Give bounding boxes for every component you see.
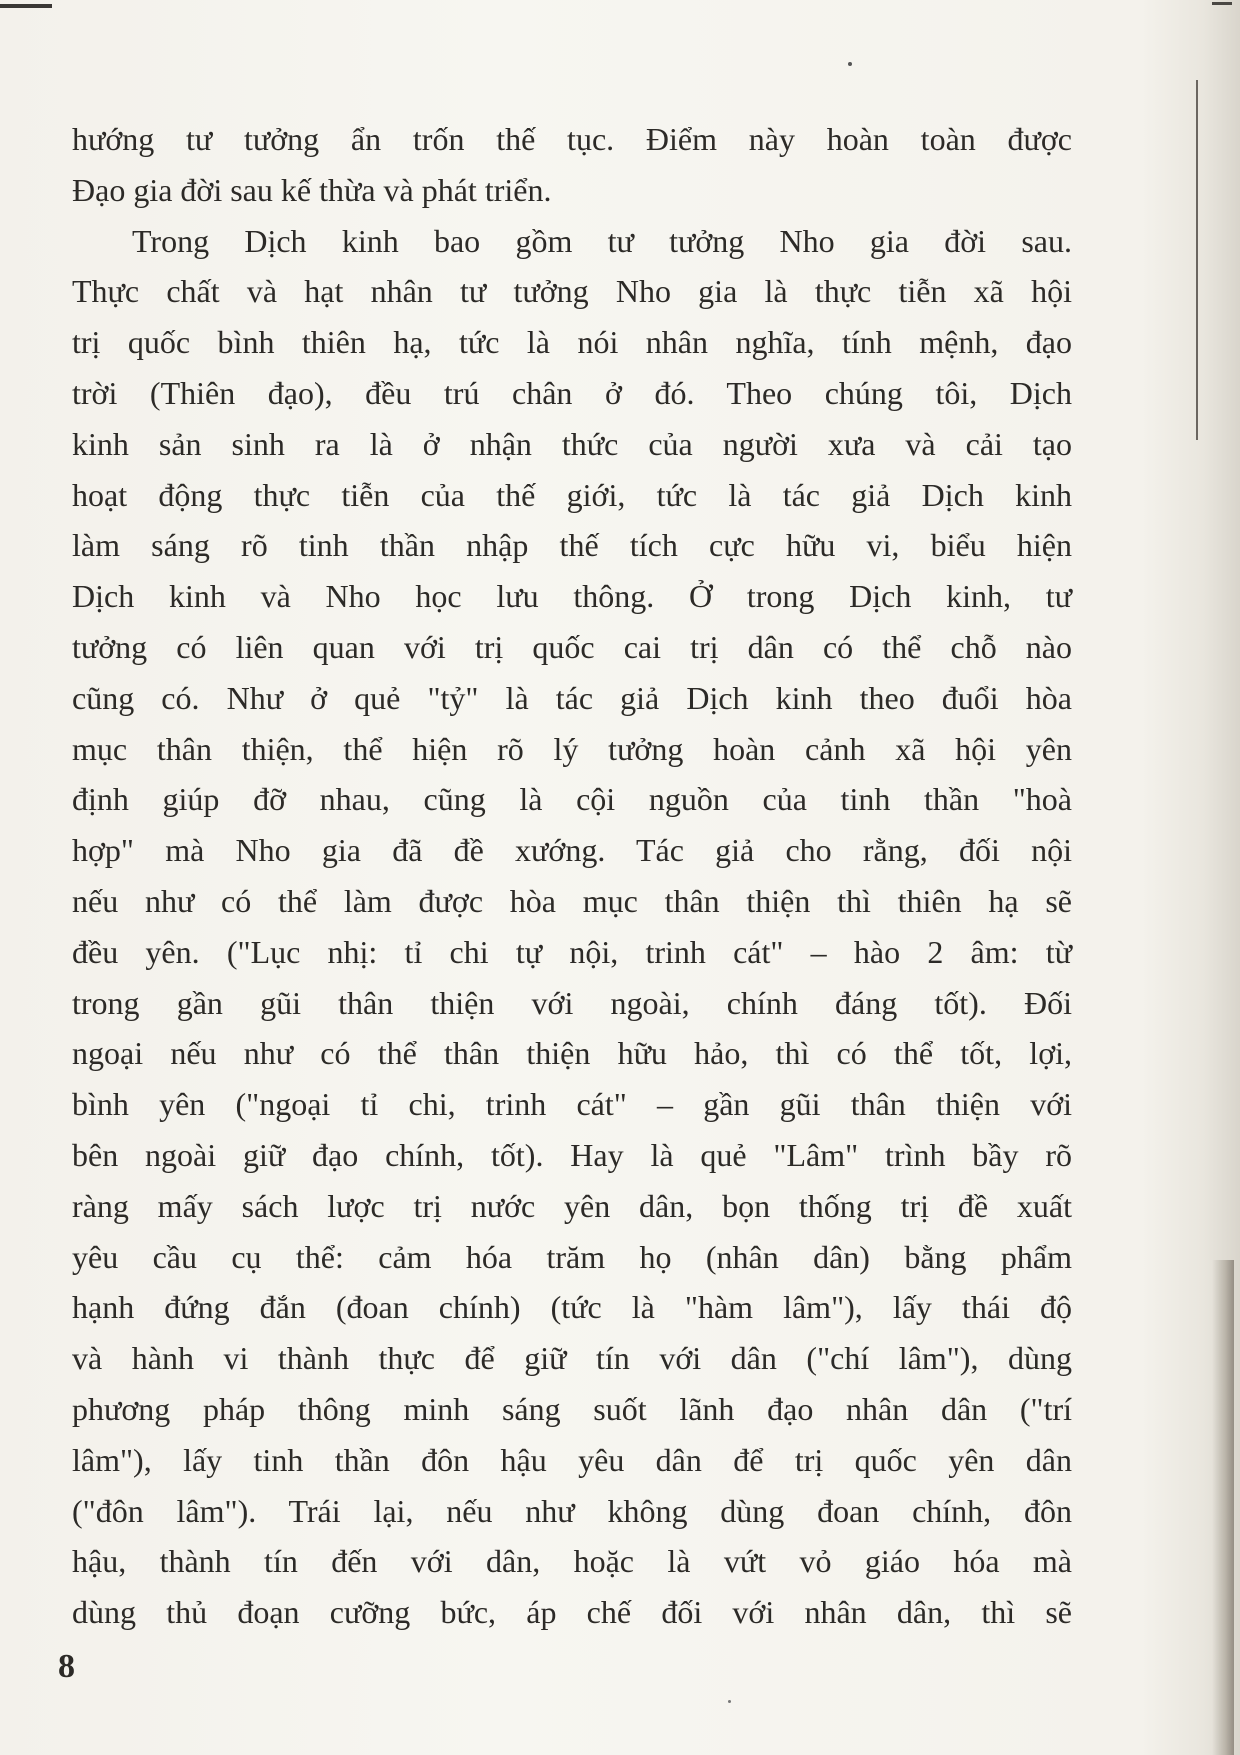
text-line: ngoại nếu như có thể thân thiện hữu hảo, thì có thể tốt, lợi,	[72, 1035, 1072, 1072]
text-line: bình yên ("ngoại tỉ chi, trinh cát" – gần gũi thân thiện với	[72, 1086, 1072, 1123]
text-line: Dịch kinh và Nho học lưu thông. Ở trong Dịch kinh, tư	[72, 578, 1072, 615]
top-right-edge-mark	[1212, 2, 1232, 11]
text-line: mục thân thiện, thể hiện rõ lý tưởng hoàn cảnh xã hội yên	[72, 730, 1072, 767]
text-line: lâm"), lấy tinh thần đôn hậu yêu dân để trị quốc yên dân	[72, 1441, 1072, 1478]
top-edge-mark	[0, 4, 52, 8]
text-line: cũng có. Như ở quẻ "tỷ" là tác giả Dịch kinh theo đuổi hòa	[72, 679, 1072, 716]
text-line: nếu như có thể làm được hòa mục thân thiện thì thiên hạ sẽ	[72, 882, 1072, 919]
page-gutter-shadow	[1212, 1260, 1234, 1755]
text-line: kinh sản sinh ra là ở nhận thức của người xưa và cải tạo	[72, 425, 1072, 462]
text-line: làm sáng rõ tinh thần nhập thế tích cực hữu vi, biểu hiện	[72, 527, 1072, 564]
text-line: bên ngoài giữ đạo chính, tốt). Hay là quẻ "Lâm" trình bầy rõ	[72, 1136, 1072, 1173]
text-line: phương pháp thông minh sáng suốt lãnh đạo nhân dân ("trí	[72, 1390, 1072, 1427]
text-line: hợp" mà Nho gia đã đề xướng. Tác giả cho rằng, đối nội	[72, 832, 1072, 869]
scan-speck	[728, 1700, 731, 1703]
text-line: trị quốc bình thiên hạ, tức là nói nhân nghĩa, tính mệnh, đạo	[72, 324, 1072, 361]
text-line: định giúp đỡ nhau, cũng là cội nguồn của tinh thần "hoà	[72, 781, 1072, 818]
text-line: hạnh đứng đắn (đoan chính) (tức là "hàm lâm"), lấy thái độ	[72, 1289, 1072, 1326]
text-line: trong gần gũi thân thiện với ngoài, chính đáng tốt). Đối	[72, 984, 1072, 1021]
text-line: dùng thủ đoạn cưỡng bức, áp chế đối với nhân dân, thì sẽ	[72, 1594, 1072, 1631]
text-line: ràng mấy sách lược trị nước yên dân, bọn thống trị đề xuất	[72, 1187, 1072, 1224]
text-line: hậu, thành tín đến với dân, hoặc là vứt vỏ giáo hóa mà	[72, 1543, 1072, 1580]
text-line: và hành vi thành thực để giữ tín với dân ("chí lâm"), dùng	[72, 1340, 1072, 1377]
text-line: đều yên. ("Lục nhị: tỉ chi tự nội, trinh cát" – hào 2 âm: từ	[72, 933, 1072, 970]
text-line: trời (Thiên đạo), đều trú chân ở đó. Theo chúng tôi, Dịch	[72, 374, 1072, 411]
text-line: tưởng có liên quan với trị quốc cai trị dân có thể chỗ nào	[72, 628, 1072, 665]
page-number: 8	[58, 1648, 75, 1685]
text-line: yêu cầu cụ thể: cảm hóa trăm họ (nhân dân) bằng phẩm	[72, 1238, 1072, 1275]
text-line: hoạt động thực tiễn của thế giới, tức là tác giả Dịch kinh	[72, 476, 1072, 513]
body-text	[72, 114, 1072, 1638]
text-line: hướng tư tưởng ẩn trốn thế tục. Điểm này hoàn toàn được	[72, 121, 1072, 157]
page-gutter-line	[1196, 80, 1198, 440]
scan-speck	[848, 62, 852, 66]
paragraph-first-line: Trong Dịch kinh bao gồm tư tưởng Nho gia đời sau.	[132, 222, 1072, 259]
text-line: Đạo gia đời sau kế thừa và phát triển.	[72, 171, 552, 208]
text-line: Thực chất và hạt nhân tư tưởng Nho gia là thực tiễn xã hội	[72, 273, 1072, 310]
text-line: ("đôn lâm"). Trái lại, nếu như không dùng đoan chính, đôn	[72, 1492, 1072, 1529]
